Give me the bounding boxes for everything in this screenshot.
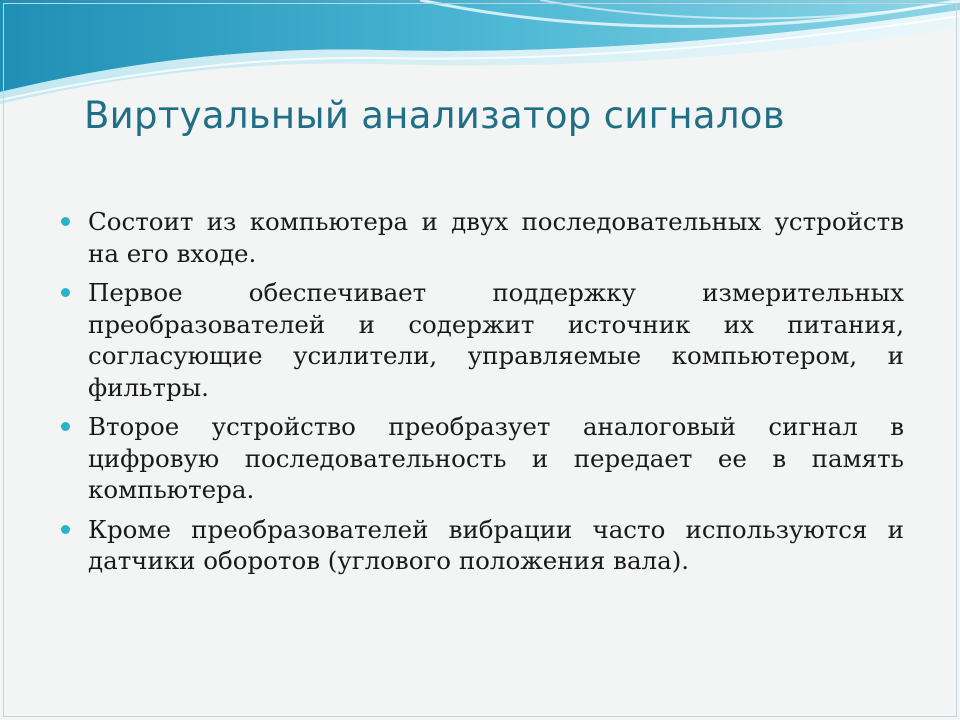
bullet-dot-icon — [61, 217, 70, 226]
bullet-text: Первое обеспечивает поддержку измерительных преобразователей и содержит источник их питания, согласующие усилители, управляемые компьютером, и фильтры. — [88, 278, 904, 402]
bullet-item — [58, 277, 904, 403]
bullet-item — [58, 206, 904, 269]
bullet-dot-icon — [61, 288, 70, 297]
bullet-item — [58, 514, 904, 577]
slide-title: Виртуальный анализатор сигналов — [84, 94, 785, 137]
bullet-dot-icon — [61, 525, 70, 534]
bullet-text: Состоит из компьютера и двух последовательных устройств на его входе. — [88, 207, 904, 268]
bullet-list — [58, 206, 904, 585]
bullet-item — [58, 411, 904, 506]
bullet-text: Второе устройство преобразует аналоговый сигнал в цифровую последовательность и передает ее в память компьютера. — [88, 412, 904, 504]
bullet-text: Кроме преобразователей вибрации часто используются и датчики оборотов (углового положения вала). — [88, 514, 904, 575]
bullet-dot-icon — [61, 422, 70, 431]
